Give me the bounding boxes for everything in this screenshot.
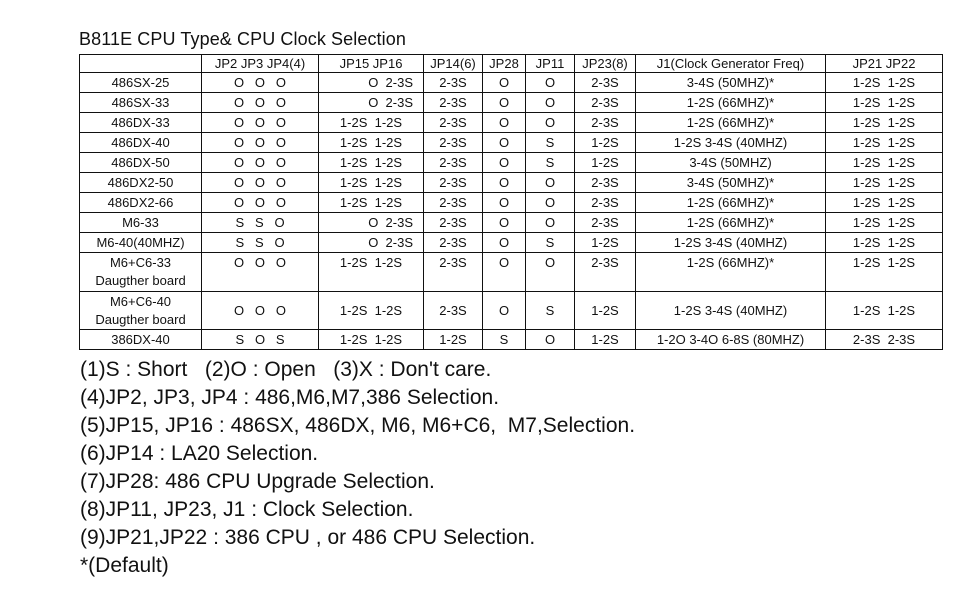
jp2-jp4-cell: O O O — [202, 253, 319, 292]
jp2-jp4-cell: O O O — [202, 173, 319, 193]
header-jp23: JP23(8) — [575, 55, 636, 73]
note-legend: (1)S : Short (2)O : Open (3)X : Don't care. — [80, 358, 492, 381]
table-row — [80, 330, 943, 350]
j1-cell: 1-2S (66MHZ)* — [636, 113, 826, 133]
note-jp21-jp22: (9)JP21,JP22 : 386 CPU , or 486 CPU Selection. — [80, 526, 536, 549]
jp2-jp4-cell: S S O — [202, 213, 319, 233]
j1-cell: 3-4S (50MHZ)* — [636, 173, 826, 193]
jp23-cell: 2-3S — [575, 73, 636, 93]
jp23-cell: 1-2S — [575, 292, 636, 330]
jp21-jp22-cell: 1-2S 1-2S — [826, 173, 943, 193]
jp15-jp16-cell: 1-2S 1-2S — [319, 330, 424, 350]
jp23-cell: 2-3S — [575, 213, 636, 233]
jp14-cell: 2-3S — [424, 233, 483, 253]
j1-cell: 1-2S 3-4S (40MHZ) — [636, 292, 826, 330]
table-row — [80, 113, 943, 133]
jp21-jp22-cell: 2-3S 2-3S — [826, 330, 943, 350]
jp28-cell: O — [483, 193, 526, 213]
jp11-cell: O — [526, 173, 575, 193]
jp2-jp4-cell: O O O — [202, 193, 319, 213]
jp14-cell: 2-3S — [424, 133, 483, 153]
table-header-row — [80, 55, 943, 73]
j1-cell: 1-2S (66MHZ)* — [636, 213, 826, 233]
jp15-jp16-cell: 1-2S 1-2S — [319, 173, 424, 193]
jp21-jp22-cell: 1-2S 1-2S — [826, 113, 943, 133]
j1-cell: 1-2S (66MHZ)* — [636, 93, 826, 113]
jp21-jp22-cell: 1-2S 1-2S — [826, 73, 943, 93]
j1-cell: 1-2S 3-4S (40MHZ) — [636, 133, 826, 153]
cpu-model-line1: M6+C6-40 — [109, 293, 172, 309]
cpu-model: 386DX-40 — [80, 330, 202, 350]
header-cpu-type — [80, 55, 202, 73]
table-row — [80, 213, 943, 233]
jp28-cell: O — [483, 253, 526, 292]
note-default: *(Default) — [80, 554, 169, 577]
jp2-jp4-cell: O O O — [202, 73, 319, 93]
jp23-cell: 1-2S — [575, 330, 636, 350]
page-title: B811E CPU Type& CPU Clock Selection — [79, 29, 406, 49]
cpu-model — [80, 253, 202, 292]
j1-cell: 1-2S 3-4S (40MHZ) — [636, 233, 826, 253]
cpu-model: M6-33 — [80, 213, 202, 233]
jp23-cell: 1-2S — [575, 153, 636, 173]
cpu-model-line1: M6+C6-33 — [109, 255, 172, 270]
cpu-model: 486DX-50 — [80, 153, 202, 173]
jp2-jp4-cell: O O O — [202, 93, 319, 113]
cpu-model: 486SX-33 — [80, 93, 202, 113]
jp21-jp22-cell: 1-2S 1-2S — [826, 153, 943, 173]
jp23-cell: 2-3S — [575, 93, 636, 113]
cpu-model-line2: Daugther board — [95, 273, 186, 288]
header-jp11: JP11 — [526, 55, 575, 73]
header-j1: J1(Clock Generator Freq) — [636, 55, 826, 73]
jp21-jp22-cell: 1-2S 1-2S — [826, 253, 943, 292]
note-jp14: (6)JP14 : LA20 Selection. — [80, 442, 319, 465]
cpu-model: 486SX-25 — [80, 73, 202, 93]
jp28-cell: O — [483, 292, 526, 330]
jp23-cell: 2-3S — [575, 253, 636, 292]
header-jp28: JP28 — [483, 55, 526, 73]
jp14-cell: 2-3S — [424, 153, 483, 173]
jp14-cell: 2-3S — [424, 93, 483, 113]
jp15-jp16-cell: 1-2S 1-2S — [319, 193, 424, 213]
jp23-cell: 2-3S — [575, 193, 636, 213]
jp2-jp4-cell: O O O — [202, 133, 319, 153]
jp15-jp16-cell: 1-2S 1-2S — [319, 253, 424, 292]
jp2-jp4-cell: O O O — [202, 153, 319, 173]
jp15-jp16-cell: O 2-3S — [319, 233, 424, 253]
jp23-cell: 2-3S — [575, 173, 636, 193]
jp28-cell: O — [483, 73, 526, 93]
jp28-cell: S — [483, 330, 526, 350]
note-jp15-jp16: (5)JP15, JP16 : 486SX, 486DX, M6, M6+C6, M7,Selection. — [80, 414, 636, 437]
jp11-cell: S — [526, 292, 575, 330]
jp15-jp16-cell: 1-2S 1-2S — [319, 113, 424, 133]
jumper-table — [79, 54, 943, 350]
jp14-cell: 2-3S — [424, 292, 483, 330]
jp11-cell: O — [526, 193, 575, 213]
j1-cell: 1-2O 3-4O 6-8S (80MHZ) — [636, 330, 826, 350]
header-jp15-jp16: JP15 JP16 — [319, 55, 424, 73]
note-jp2-jp4: (4)JP2, JP3, JP4 : 486,M6,M7,386 Selection. — [80, 386, 500, 409]
jp21-jp22-cell: 1-2S 1-2S — [826, 193, 943, 213]
jp23-cell: 2-3S — [575, 113, 636, 133]
jp28-cell: O — [483, 93, 526, 113]
jp15-jp16-cell: O 2-3S — [319, 73, 424, 93]
jp2-jp4-cell: S O S — [202, 330, 319, 350]
jp14-cell: 2-3S — [424, 193, 483, 213]
jp23-cell: 1-2S — [575, 133, 636, 153]
jp11-cell: S — [526, 133, 575, 153]
jp11-cell: O — [526, 213, 575, 233]
jp23-cell: 1-2S — [575, 233, 636, 253]
table-row — [80, 253, 943, 292]
table-row — [80, 193, 943, 213]
table-row — [80, 93, 943, 113]
jp14-cell: 2-3S — [424, 213, 483, 233]
header-jp21-jp22: JP21 JP22 — [826, 55, 943, 73]
notes-section — [80, 356, 635, 580]
cpu-model-line2: Daugther board — [95, 311, 186, 327]
jp28-cell: O — [483, 233, 526, 253]
j1-cell: 1-2S (66MHZ)* — [636, 253, 826, 292]
jp11-cell: O — [526, 73, 575, 93]
jp28-cell: O — [483, 113, 526, 133]
jp28-cell: O — [483, 173, 526, 193]
table-row — [80, 153, 943, 173]
table-row — [80, 73, 943, 93]
cpu-model: 486DX-33 — [80, 113, 202, 133]
jp15-jp16-cell: 1-2S 1-2S — [319, 292, 424, 330]
table-row — [80, 233, 943, 253]
cpu-model: 486DX2-66 — [80, 193, 202, 213]
jp21-jp22-cell: 1-2S 1-2S — [826, 233, 943, 253]
jp14-cell: 1-2S — [424, 330, 483, 350]
jp15-jp16-cell: 1-2S 1-2S — [319, 133, 424, 153]
jp14-cell: 2-3S — [424, 173, 483, 193]
jp14-cell: 2-3S — [424, 73, 483, 93]
jp28-cell: O — [483, 213, 526, 233]
jp21-jp22-cell: 1-2S 1-2S — [826, 93, 943, 113]
jp21-jp22-cell: 1-2S 1-2S — [826, 133, 943, 153]
jp15-jp16-cell: O 2-3S — [319, 213, 424, 233]
j1-cell: 3-4S (50MHZ) — [636, 153, 826, 173]
cpu-model: 486DX-40 — [80, 133, 202, 153]
note-jp28: (7)JP28: 486 CPU Upgrade Selection. — [80, 470, 435, 493]
jp15-jp16-cell: O 2-3S — [319, 93, 424, 113]
header-jp14: JP14(6) — [424, 55, 483, 73]
jp2-jp4-cell: O O O — [202, 113, 319, 133]
cpu-model: 486DX2-50 — [80, 173, 202, 193]
jp11-cell: O — [526, 330, 575, 350]
jp28-cell: O — [483, 133, 526, 153]
table-row — [80, 133, 943, 153]
jp11-cell: O — [526, 253, 575, 292]
jp11-cell: O — [526, 113, 575, 133]
cpu-model: M6-40(40MHZ) — [80, 233, 202, 253]
note-clock: (8)JP11, JP23, J1 : Clock Selection. — [80, 498, 414, 521]
jp11-cell: S — [526, 153, 575, 173]
jp2-jp4-cell: S S O — [202, 233, 319, 253]
jp2-jp4-cell: O O O — [202, 292, 319, 330]
jp28-cell: O — [483, 153, 526, 173]
j1-cell: 1-2S (66MHZ)* — [636, 193, 826, 213]
jp14-cell: 2-3S — [424, 113, 483, 133]
cpu-model — [80, 292, 202, 330]
jp14-cell: 2-3S — [424, 253, 483, 292]
jp21-jp22-cell: 1-2S 1-2S — [826, 213, 943, 233]
table-row — [80, 173, 943, 193]
j1-cell: 3-4S (50MHZ)* — [636, 73, 826, 93]
jp15-jp16-cell: 1-2S 1-2S — [319, 153, 424, 173]
header-jp2-jp4: JP2 JP3 JP4(4) — [202, 55, 319, 73]
jp21-jp22-cell: 1-2S 1-2S — [826, 292, 943, 330]
table-row — [80, 292, 943, 330]
jp11-cell: O — [526, 93, 575, 113]
jp11-cell: S — [526, 233, 575, 253]
